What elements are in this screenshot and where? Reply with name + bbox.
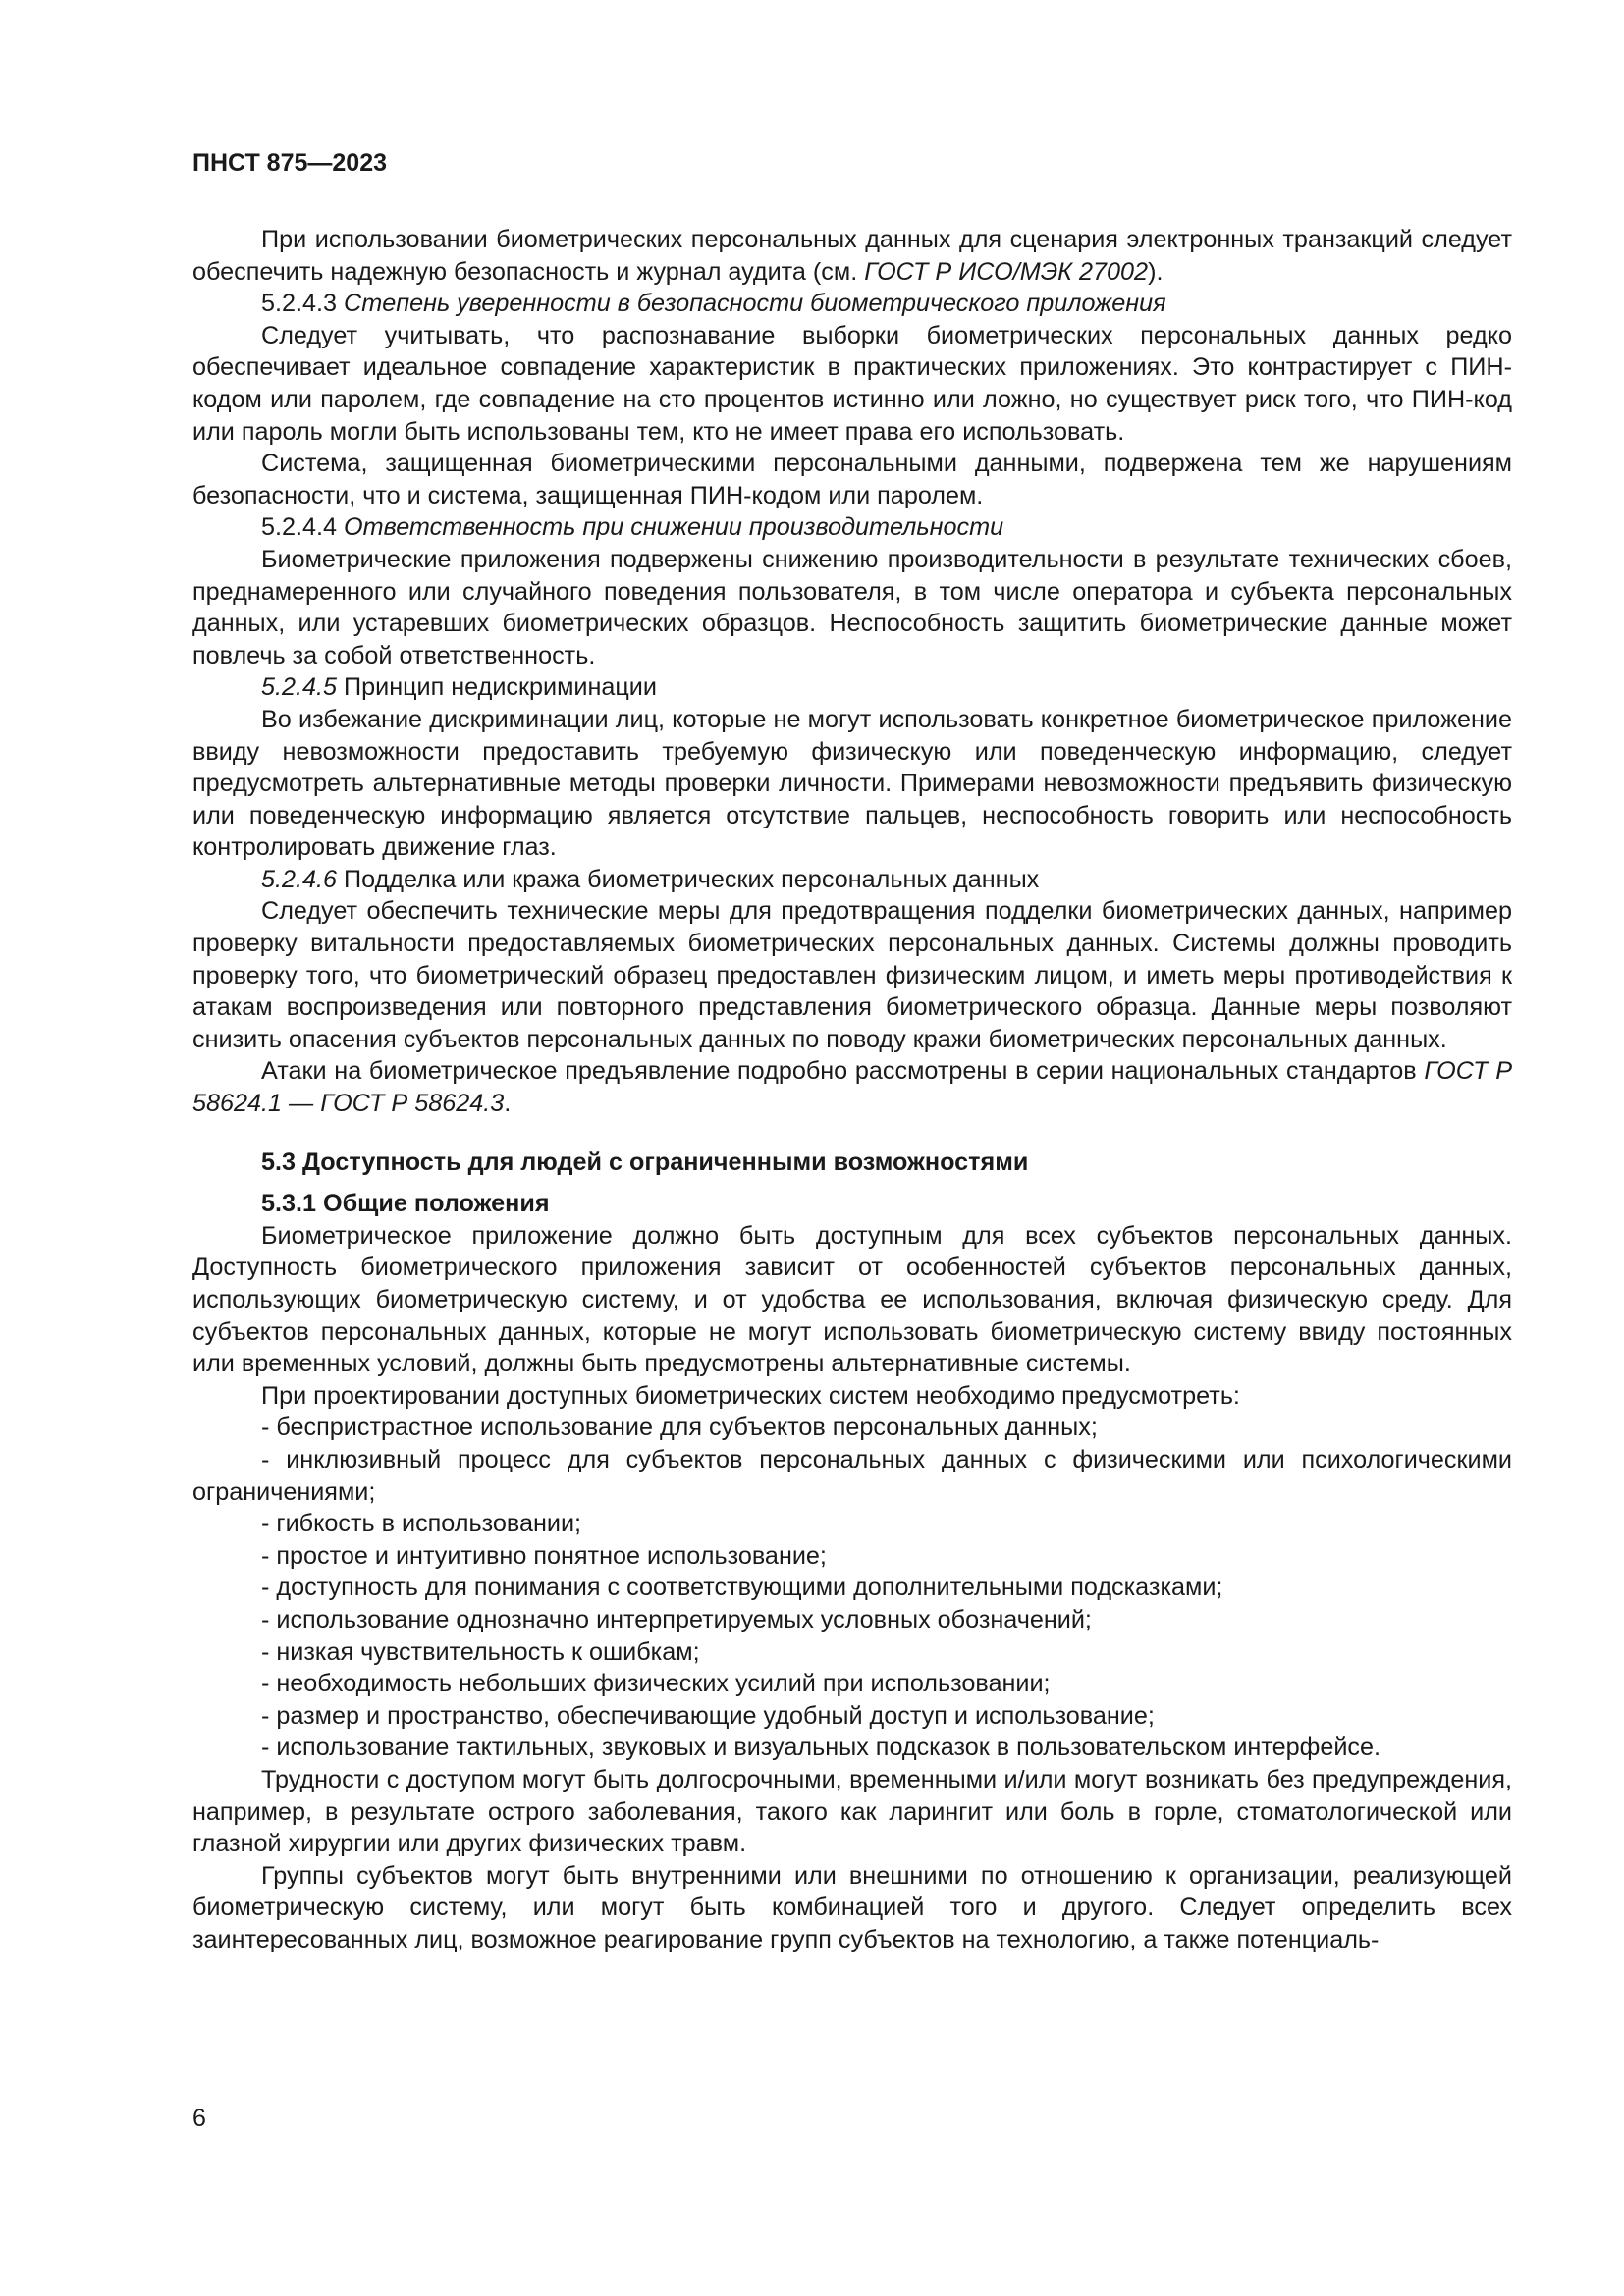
- paragraph: Биометрические приложения подвержены снижению производительности в результате технических сбоев, преднамеренного или случайного поведения пользователя, в том числе оператора и субъекта персональных данных, или устаревших биометрических образцов. Неспособность защитить биометрические данные может повлечь за собой ответственность.: [192, 545, 1512, 669]
- document-body: [192, 224, 1512, 1955]
- paragraph-text: Атаки на биометрическое предъявление подробно рассмотрены в серии национальных стандартов: [261, 1057, 1425, 1086]
- list-item: - беспристрастное использование для субъектов персональных данных;: [261, 1414, 1098, 1442]
- section-title: Принцип недискриминации: [337, 673, 657, 702]
- paragraph-text: ).: [1148, 257, 1164, 286]
- paragraph: Следует обеспечить технические меры для предотвращения подделки биометрических данных, например проверку витальности предоставляемых биометрических персональных данных. Системы должны проводить проверку того, что биометрический образец предоставлен физическим лицом, и иметь меры противодействия к атакам воспроизведения или повторного представления биометрического образца. Данные меры позволяют снизить опасения субъектов персональных данных по поводу кражи биометрических персональных данных.: [192, 897, 1512, 1053]
- section-number: 5.2.4.5: [261, 673, 338, 702]
- paragraph-text: При использовании биометрических персональных данных для сценария электронных транзакций следует обеспечить надежную безопасность и журнал аудита (см.: [192, 226, 1512, 286]
- paragraph: Система, защищенная биометрическими персональными данными, подвержена тем же нарушениям безопасности, что и система, защищенная ПИН-кодом или паролем.: [192, 450, 1512, 509]
- section-title: Ответственность при снижении производительности: [344, 513, 1004, 542]
- section-heading-5-3: 5.3 Доступность для людей с ограниченными возможностями: [261, 1148, 1029, 1176]
- paragraph: При проектировании доступных биометрических систем необходимо предусмотреть:: [261, 1381, 1240, 1410]
- requirements-list: [192, 1412, 1512, 1764]
- list-item: - инклюзивный процесс для субъектов персональных данных с физическими или психологическими ограничениями;: [192, 1445, 1512, 1506]
- list-item: - простое и интуитивно понятное использование;: [261, 1541, 827, 1570]
- section-heading-5-2-4-5: [192, 671, 1512, 704]
- section-number: 5.2.4.6: [261, 865, 338, 893]
- paragraph: Биометрическое приложение должно быть доступным для всех субъектов персональных данных. Доступность биометрического приложения зависит от особенностей субъектов персональных данных, использующих биометрическую систему, и от удобства ее использования, включая физическую среду. Для субъектов персональных данных, которые не могут использовать биометрическую систему ввиду постоянных или временных условий, должны быть предусмотрены альтернативные системы.: [192, 1221, 1512, 1378]
- standard-reference: ГОСТ Р 58624.1 — ГОСТ Р 58624.3: [192, 1057, 1512, 1118]
- list-item: - доступность для понимания с соответствующими дополнительными подсказками;: [261, 1574, 1223, 1602]
- list-item: - использование однозначно интерпретируемых условных обозначений;: [261, 1605, 1092, 1633]
- list-item: - низкая чувствительность к ошибкам;: [261, 1637, 700, 1666]
- paragraph: [192, 1055, 1512, 1119]
- paragraph: Группы субъектов могут быть внутренними или внешними по отношению к организации, реализующей биометрическую систему, или могут быть комбинацией того и другого. Следует определить всех заинтересованных лиц, возможное реагирование групп субъектов на технологию, а также потенциаль-: [192, 1861, 1512, 1953]
- section-heading-5-2-4-3: [192, 288, 1512, 320]
- standard-reference: ГОСТ Р ИСО/МЭК 27002: [864, 257, 1149, 286]
- list-item: - необходимость небольших физических усилий при использовании;: [261, 1670, 1051, 1698]
- list-item: - гибкость в использовании;: [261, 1510, 582, 1538]
- list-item: - использование тактильных, звуковых и визуальных подсказок в пользовательском интерфейсе.: [261, 1734, 1381, 1762]
- section-number: 5.2.4.4: [261, 513, 345, 542]
- page-number: 6: [192, 2105, 206, 2132]
- section-heading-5-2-4-4: [192, 511, 1512, 544]
- section-title: Степень уверенности в безопасности биометрического приложения: [344, 290, 1166, 318]
- section-heading-5-2-4-6: [192, 864, 1512, 896]
- document-id-header: ПНСТ 875—2023: [192, 149, 387, 177]
- paragraph: Во избежание дискриминации лиц, которые не могут использовать конкретное биометрическое приложение ввиду невозможности предоставить требуемую физическую или поведенческую информацию, следует предусмотреть альтернативные методы проверки личности. Примерами невозможности предъявить физическую или поведенческую информацию является отсутствие пальцев, неспособность говорить или неспособность контролировать движение глаз.: [192, 705, 1512, 862]
- paragraph-audit: [192, 224, 1512, 288]
- list-item: - размер и пространство, обеспечивающие удобный доступ и использование;: [261, 1701, 1155, 1730]
- section-heading-5-3-1: 5.3.1 Общие положения: [261, 1190, 550, 1218]
- section-number: 5.2.4.3: [261, 290, 345, 318]
- paragraph: Трудности с доступом могут быть долгосрочными, временными и/или могут возникать без предупреждения, например, в результате острого заболевания, такого как ларингит или боль в горле, стоматологической или глазной хирургии или других физических травм.: [192, 1765, 1512, 1858]
- paragraph-text: .: [504, 1090, 512, 1118]
- section-title: Подделка или кража биометрических персональных данных: [337, 865, 1040, 893]
- paragraph: Следует учитывать, что распознавание выборки биометрических персональных данных редко обеспечивает идеальное совпадение характеристик в практических приложениях. Это контрастирует с ПИН-кодом или паролем, где совпадение на сто процентов истинно или ложно, но существует риск того, что ПИН-код или пароль могли быть использованы тем, кто не имеет права его использовать.: [192, 321, 1512, 446]
